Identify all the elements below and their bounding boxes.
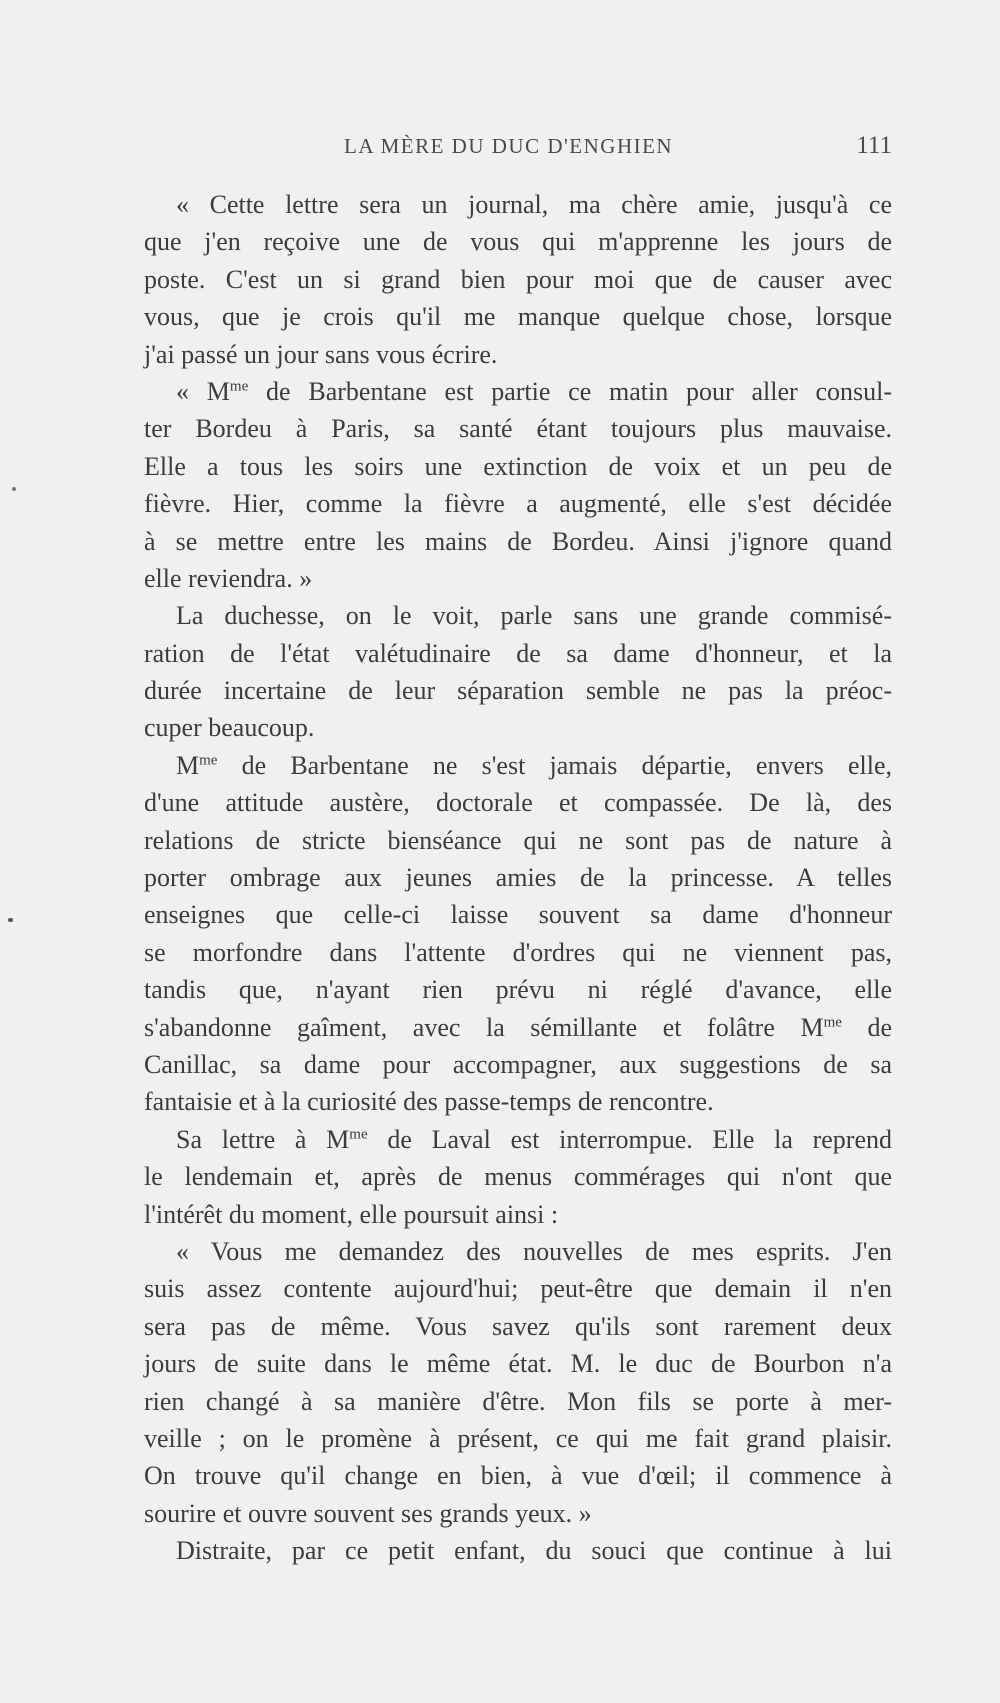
text-line: porter ombrage aux jeunes amies de la princesse. A telles [144, 863, 892, 893]
text-line: elle reviendra. » [144, 563, 313, 593]
text-line: suis assez contente aujourd'hui; peut-être que demain il n'en [144, 1274, 892, 1304]
body-text [144, 186, 892, 1569]
text-line: tandis que, n'ayant rien prévu ni réglé d'avance, elle [144, 975, 892, 1005]
text-line: que j'en reçoive une de vous qui m'apprenne les jours de [144, 227, 892, 257]
text-line: Elle a tous les soirs une extinction de voix et un peu de [144, 451, 892, 481]
text-line: j'ai passé un jour sans vous écrire. [144, 339, 498, 369]
text-line: On trouve qu'il change en bien, à vue d'œil; il commence à [144, 1461, 892, 1491]
text-line: Distraite, par ce petit enfant, du souci que continue à lui [176, 1536, 892, 1566]
text-line: jours de suite dans le même état. M. le duc de Bourbon n'a [144, 1349, 892, 1379]
margin-speck [8, 918, 13, 922]
text-line: vous, que je crois qu'il me manque quelque chose, lorsque [144, 302, 892, 332]
text-line: ter Bordeu à Paris, sa santé étant toujours plus mauvaise. [144, 414, 892, 444]
text-line: d'une attitude austère, doctorale et compassée. De là, des [144, 788, 892, 818]
text-line: sera pas de même. Vous savez qu'ils sont rarement deux [144, 1311, 892, 1341]
text-line: Canillac, sa dame pour accompagner, aux suggestions de sa [144, 1049, 892, 1079]
text-line: s'abandonne gaîment, avec la sémillante et folâtre $M^{me}$ de [144, 1012, 892, 1042]
text-line: fantaisie et à la curiosité des passe-temps de rencontre. [144, 1087, 714, 1117]
text-line: enseignes que celle-ci laisse souvent sa dame d'honneur [144, 900, 892, 930]
text-line: cuper beaucoup. [144, 713, 315, 743]
text-line: rien changé à sa manière d'être. Mon fils se porte à mer- [144, 1386, 892, 1416]
text-line: « Cette lettre sera un journal, ma chère amie, jusqu'à ce [176, 190, 892, 219]
text-line: veille ; on le promène à présent, ce qui me fait grand plaisir. [144, 1423, 892, 1453]
text-line: « $M^{me}$ de Barbentane est partie ce matin pour aller consul- [176, 376, 893, 406]
running-title: LA MÈRE DU DUC D'ENGHIEN [344, 134, 674, 158]
text-line: « Vous me demandez des nouvelles de mes esprits. J'en [176, 1236, 892, 1266]
text-line: se morfondre dans l'attente d'ordres qui ne viennent pas, [144, 937, 892, 967]
text-line: Sa lettre à $M^{me}$ de Laval est interrompue. Elle la reprend [176, 1124, 892, 1154]
page-header [144, 134, 892, 170]
page-number: 111 [856, 132, 892, 159]
text-line: sourire et ouvre souvent ses grands yeux. » [144, 1498, 592, 1528]
text-line: La duchesse, on le voit, parle sans une grande commisé- [176, 601, 892, 631]
text-line: à se mettre entre les mains de Bordeu. Ainsi j'ignore quand [144, 526, 892, 556]
margin-speck [12, 487, 16, 491]
text-line: durée incertaine de leur séparation semble ne pas la préoc- [144, 676, 892, 706]
text-line: le lendemain et, après de menus commérages qui n'ont que [144, 1162, 892, 1192]
text-line: poste. C'est un si grand bien pour moi que de causer avec [144, 264, 892, 294]
text-line: $M^{me}$ de Barbentane ne s'est jamais départie, envers elle, [176, 750, 892, 780]
text-line: fièvre. Hier, comme la fièvre a augmenté, elle s'est décidée [144, 489, 892, 519]
text-line: l'intérêt du moment, elle poursuit ainsi : [144, 1199, 559, 1229]
text-line: ration de l'état valétudinaire de sa dame d'honneur, et la [144, 638, 892, 668]
text-line: relations de stricte bienséance qui ne sont pas de nature à [144, 825, 892, 855]
